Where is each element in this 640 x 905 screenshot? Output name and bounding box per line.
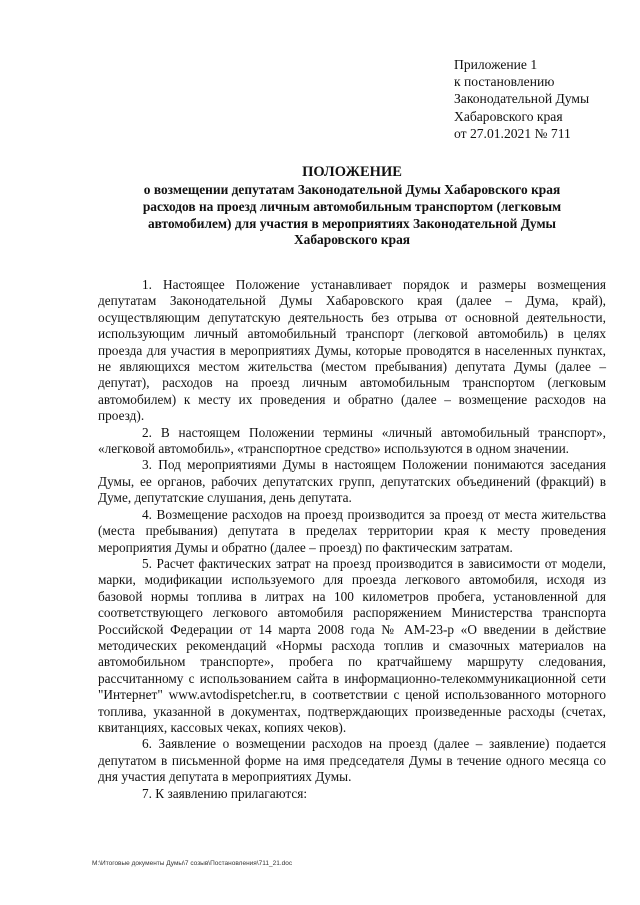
title-line: о возмещении депутатам Законодательной Думы Хабаровского края: [143, 182, 561, 197]
paragraph-2: 2. В настоящем Положении термины «личный автомобильный транспорт», «легковой автомобиль», «транспортное средство» используются в одном значении.: [98, 424, 606, 457]
title-line: Хабаровского края: [293, 232, 411, 248]
title-heading: ПОЛОЖЕНИЕ: [302, 164, 402, 180]
paragraph-3: 3. Под мероприятиями Думы в настоящем Положении понимаются заседания Думы, ее органов, рабочих депутатских групп, депутатских объединений (фракций) в Думе, депутатские слушания, день депутата.: [98, 457, 606, 506]
appendix-line: Законодательной Думы: [454, 91, 590, 107]
title-line: расходов на проезд личным автомобильным транспортом (легковым: [142, 198, 562, 214]
paragraph-6: 6. Заявление о возмещении расходов на проезд (далее – заявление) подается депутатом в письменной форме на имя председателя Думы в течение одного месяца со дня участия депутата в мероприятиях Думы.: [98, 736, 606, 785]
file-path-footer: M:\Итоговые документы Думы\7 созыв\Постановления\711_21.doc: [92, 860, 293, 867]
document-body: [98, 277, 606, 802]
appendix-line: Приложение 1: [454, 57, 538, 72]
appendix-line: Хабаровского края: [454, 108, 563, 124]
appendix-block: [454, 56, 589, 142]
appendix-line: к постановлению: [454, 74, 555, 90]
paragraph-4: 4. Возмещение расходов на проезд производится за проезд от места жительства (места пребывания) депутата в пределах территории края к месту проведения мероприятия Думы и обратно (далее – проезд) по фактическим затратам.: [98, 506, 606, 555]
paragraph-5: 5. Расчет фактических затрат на проезд производится в зависимости от модели, марки, модификации используемого для проезда легкового автомобиля, исходя из базовой нормы топлива в литрах на 100 километров пробега, установленной для соответствующего легкового автомобиля распоряжением Министерства транспорта Российской Федерации от 14 марта 2008 года № АМ-23-р «О введении в действие методических рекомендаций «Нормы расхода топлив и смазочных материалов на автомобильном транспорте», пробега по кратчайшему маршруту следования, рассчитанному с использованием сайта в информационно-телекоммуникационной сети "Интернет" www.avtodispetcher.ru, в соответствии с ценой использованного моторного топлива, указанной в документах, подтверждающих произведенные расходы (счетах, квитанциях, кассовых чеках, копиях чеков).: [98, 555, 606, 735]
paragraph-1: 1. Настоящее Положение устанавливает порядок и размеры возмещения депутатам Законодательной Думы Хабаровского края (далее – Дума, край), осуществляющим депутатскую деятельность без отрыва от основной деятельности, использующим личный автомобильный транспорт (легковой автомобиль) в целях проезда для участия в мероприятиях Думы, которые проводятся в населенных пунктах, не являющихся местом жительства (местом пребывания) депутата Думы (далее – депутат), расходов на проезд личным автомобильным транспортом (легковым автомобилем) к месту их проведения и обратно (далее – возмещение расходов на проезд).: [98, 277, 606, 424]
appendix-line: от 27.01.2021 № 711: [454, 125, 571, 141]
document-title: [96, 164, 608, 249]
title-line: автомобилем) для участия в мероприятиях Законодательной Думы: [147, 215, 557, 231]
paragraph-7: 7. К заявлению прилагаются:: [142, 785, 308, 801]
